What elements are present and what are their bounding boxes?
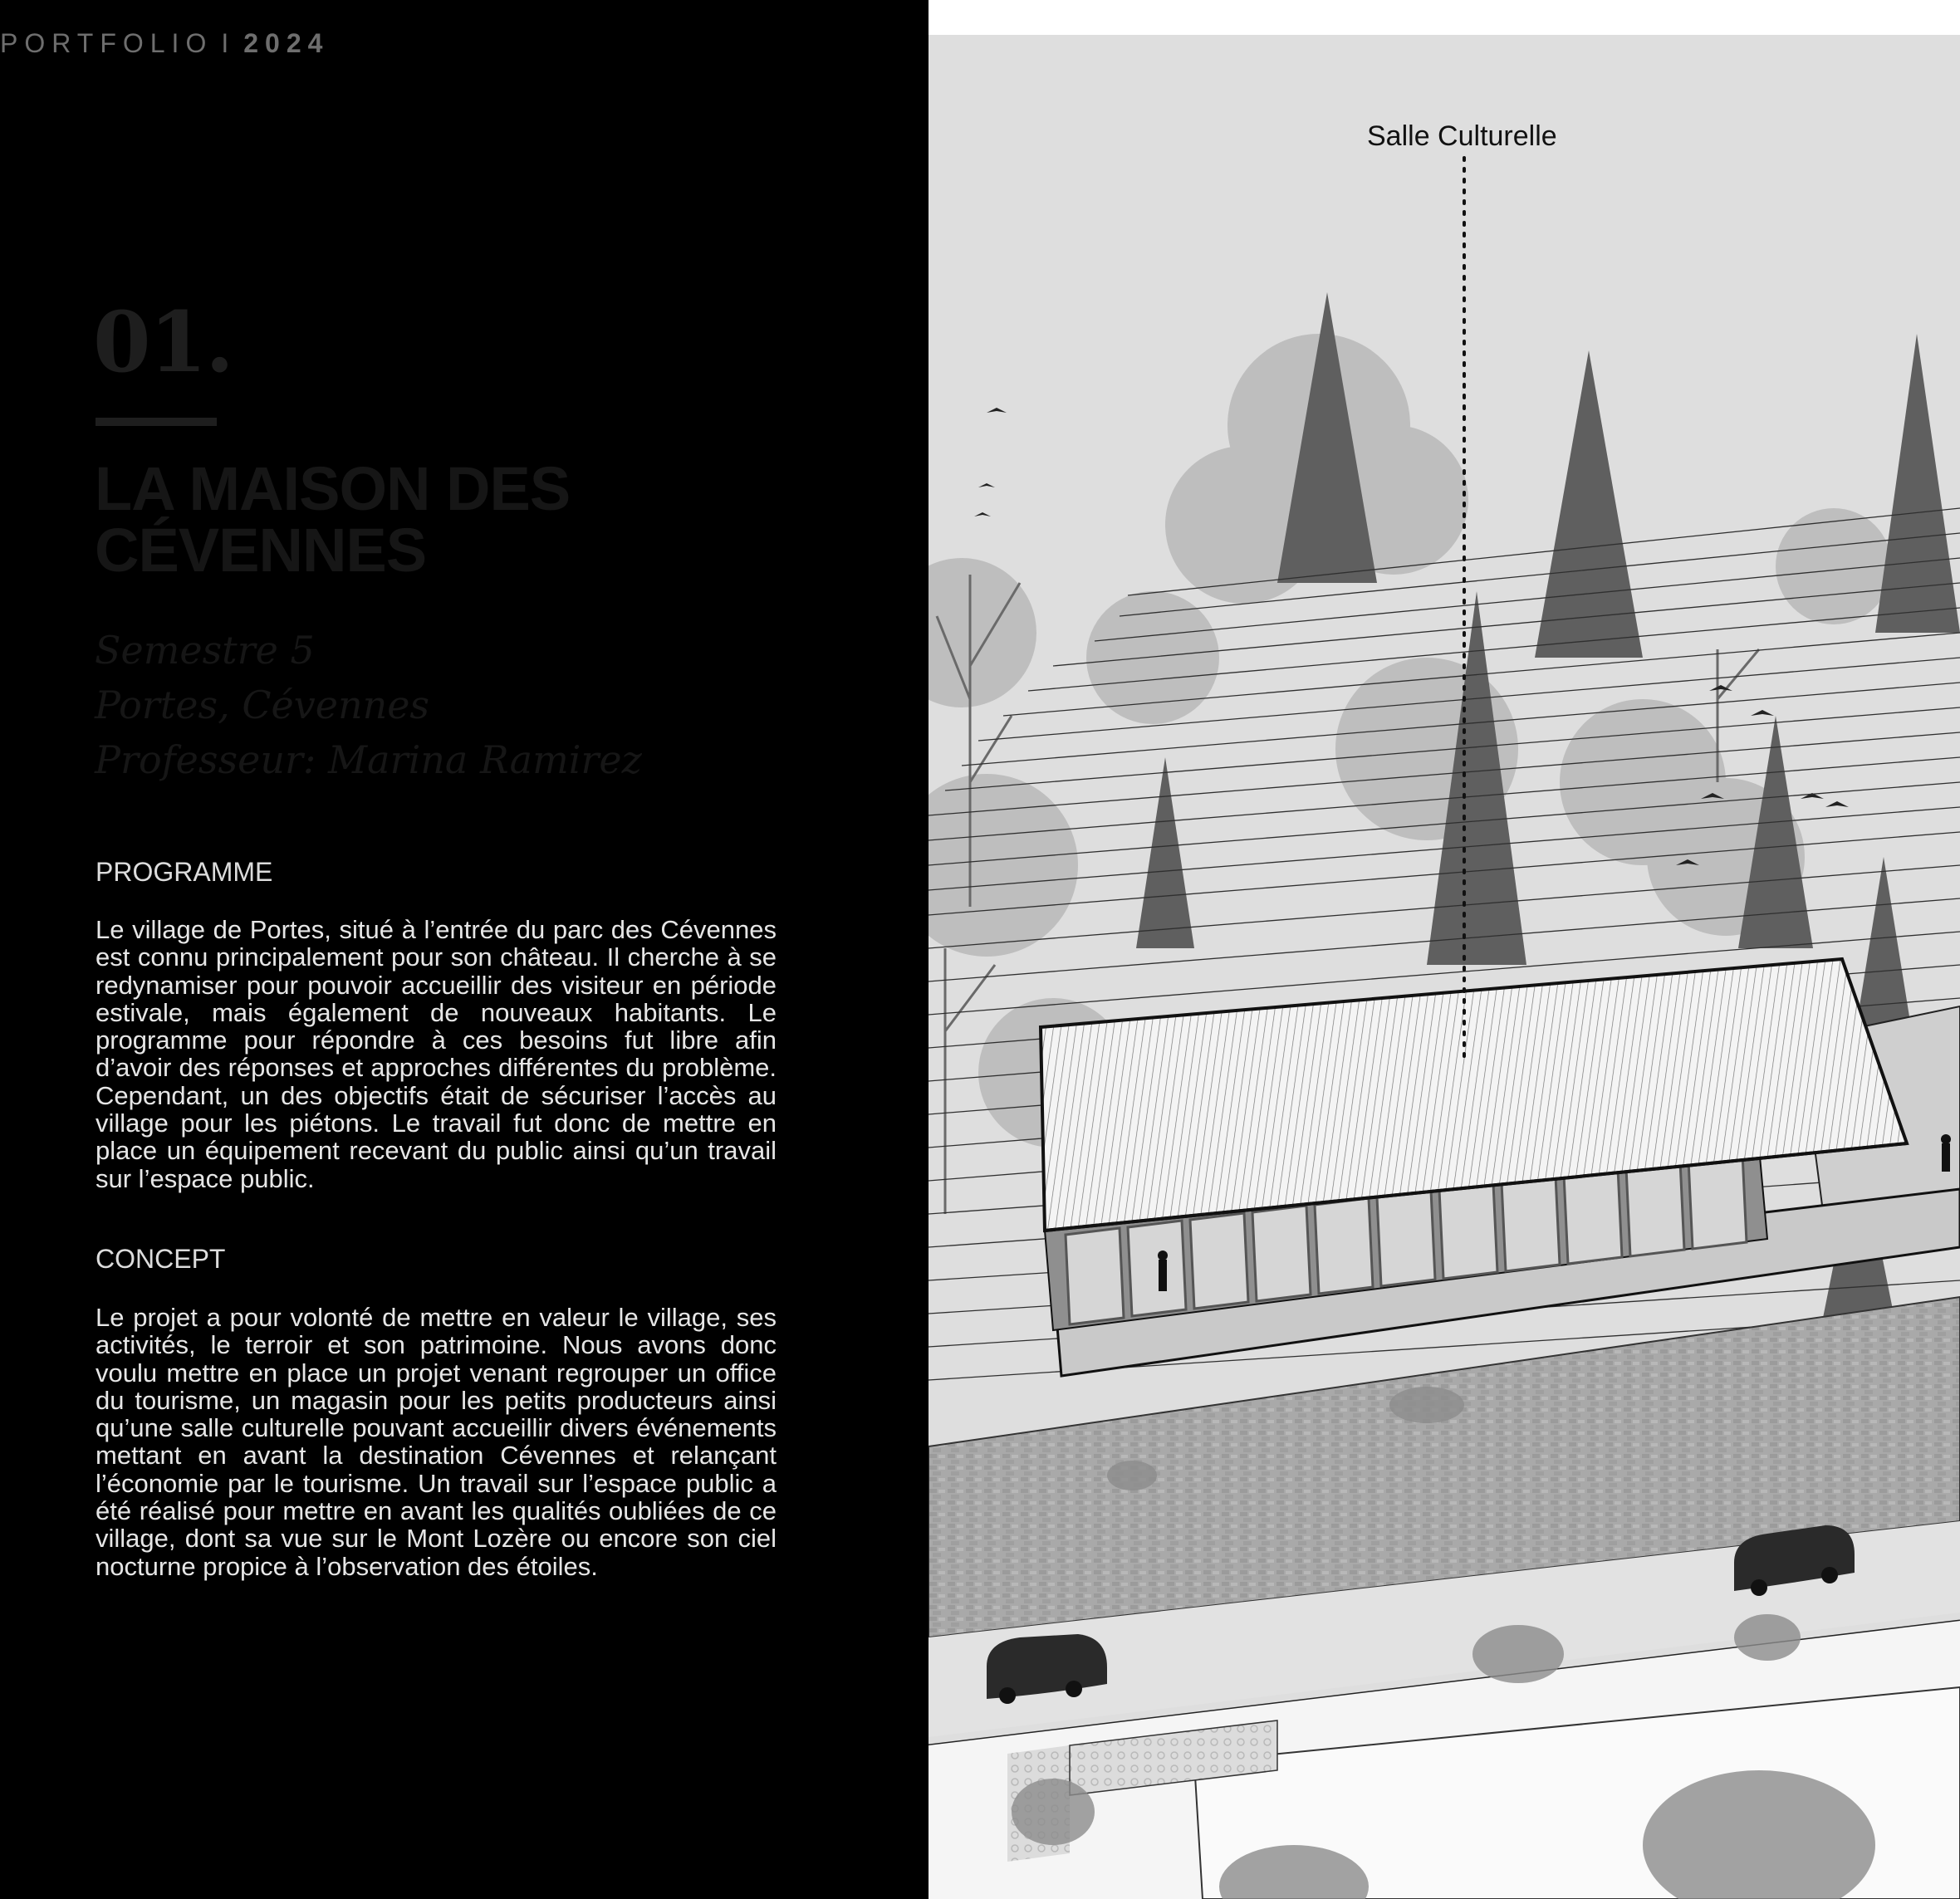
project-title-line-2: CÉVENNES [95,516,427,585]
concept-heading: CONCEPT [96,1244,226,1274]
portfolio-year: 2024 [243,28,330,58]
project-semester: Semestre 5 [95,628,315,673]
concept-text: Le projet a pour volonté de mettre en valeur le village, ses activités, le terroir et son patrimoine. Nous avons donc voulu mettre en place un projet venant regrouper un office du tourisme, un magasin pour les petits producteurs ainsi qu’une salle culturelle pouvant accueillir divers événements mettant en avant la destination Cévennes et relançant l’économie par le tourisme. Un travail sur l’espace public a été réalisé pour mettre en avant les qualités oubliées de ce village, dont sa vue sur le Mont Lozère ou encore son ciel nocturne propice à l’observation des étoiles. [96,1303,777,1581]
project-title [95,454,842,585]
salle-culturelle-label: Salle Culturelle [1367,120,1557,152]
project-title-line-1: LA MAISON DES [95,454,571,523]
programme-text: Le village de Portes, situé à l’entrée du parc des Cévennes est connu principalement pour son château. Il cherche à se redynamiser pour pouvoir accueillir des visiteur en période estivale, mais également de nouveaux habitants. Le programme pour répondre à ces besoins fut libre afin d’avoir des réponses et approches différentes du problème. Cependant, un des objectifs était de sécuriser l’accès au village pour les piétons. Le travail fut donc de mettre en place un équipement recevant du public ainsi qu’un travail sur l’espace public. [96,915,777,1193]
number-underline [96,418,217,426]
project-meta [95,623,842,787]
header-separator: I [221,28,236,58]
programme-heading: PROGRAMME [96,857,273,887]
project-professor: Professeur: Marina Ramirez [95,737,642,782]
project-number: 01. [93,293,233,391]
image-column [929,0,1960,1899]
axonometric-rendering [929,35,1960,1899]
portfolio-label: PORTFOLIO [0,28,213,58]
portfolio-header [0,28,329,59]
text-column [0,0,929,1899]
project-location: Portes, Cévennes [95,683,430,727]
